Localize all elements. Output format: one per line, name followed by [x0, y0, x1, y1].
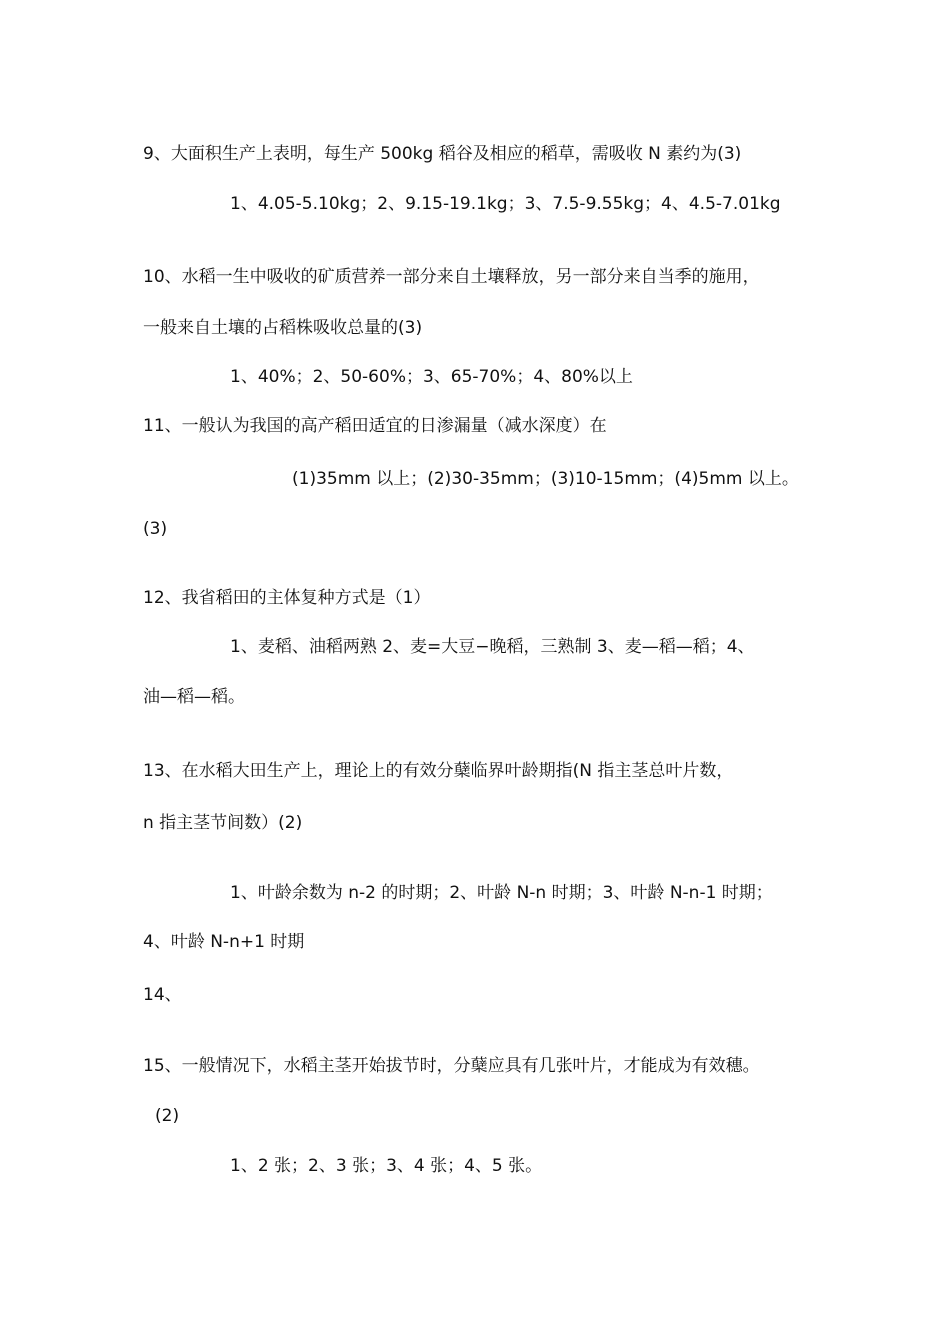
question-9-options: 1、4.05-5.10kg；2、9.15-19.1kg；3、7.5-9.55kg；4、4.5-7.01kg — [230, 194, 781, 214]
question-13-text-line-1: 13、在水稻大田生产上，理论上的有效分蘖临界叶龄期指(N 指主茎总叶片数， — [143, 761, 734, 781]
question-11-answer: (3) — [143, 519, 168, 539]
question-15-text: 15、一般情况下，水稻主茎开始拔节时，分蘖应具有几张叶片，才能成为有效穗。 — [143, 1056, 760, 1076]
question-14-text: 14、 — [143, 985, 182, 1005]
question-10-options: 1、40%；2、50-60%；3、65-70%；4、80%以上 — [230, 367, 633, 387]
question-13-options-line-2: 4、叶龄 N-n+1 时期 — [143, 932, 305, 952]
question-11-text: 11、一般认为我国的高产稻田适宜的日渗漏量（减水深度）在 — [143, 416, 607, 436]
question-10-text-line-1: 10、水稻一生中吸收的矿质营养一部分来自土壤释放，另一部分来自当季的施用， — [143, 267, 760, 287]
question-15-answer: (2) — [155, 1106, 180, 1126]
question-10-text-line-2: 一般来自土壤的占稻株吸收总量的(3) — [143, 318, 423, 338]
question-15-options: 1、2 张；2、3 张；3、4 张；4、5 张。 — [230, 1156, 543, 1176]
question-12-options-line-1: 1、麦稻、油稻两熟 2、麦=大豆−晚稻，三熟制 3、麦—稻—稻；4、 — [230, 637, 755, 657]
question-9-text: 9、大面积生产上表明，每生产 500kg 稻谷及相应的稻草，需吸收 N 素约为(3) — [143, 144, 742, 164]
question-12-options-line-2: 油—稻—稻。 — [143, 687, 245, 707]
question-13-options-line-1: 1、叶龄余数为 n-2 的时期；2、叶龄 N-n 时期；3、叶龄 N-n-1 时期； — [230, 883, 773, 903]
question-12-text: 12、我省稻田的主体复种方式是（1） — [143, 588, 431, 608]
question-13-text-line-2: n 指主茎节间数）(2) — [143, 813, 303, 833]
question-11-options: (1)35mm 以上；(2)30-35mm；(3)10-15mm；(4)5mm 以上。 — [292, 469, 799, 489]
